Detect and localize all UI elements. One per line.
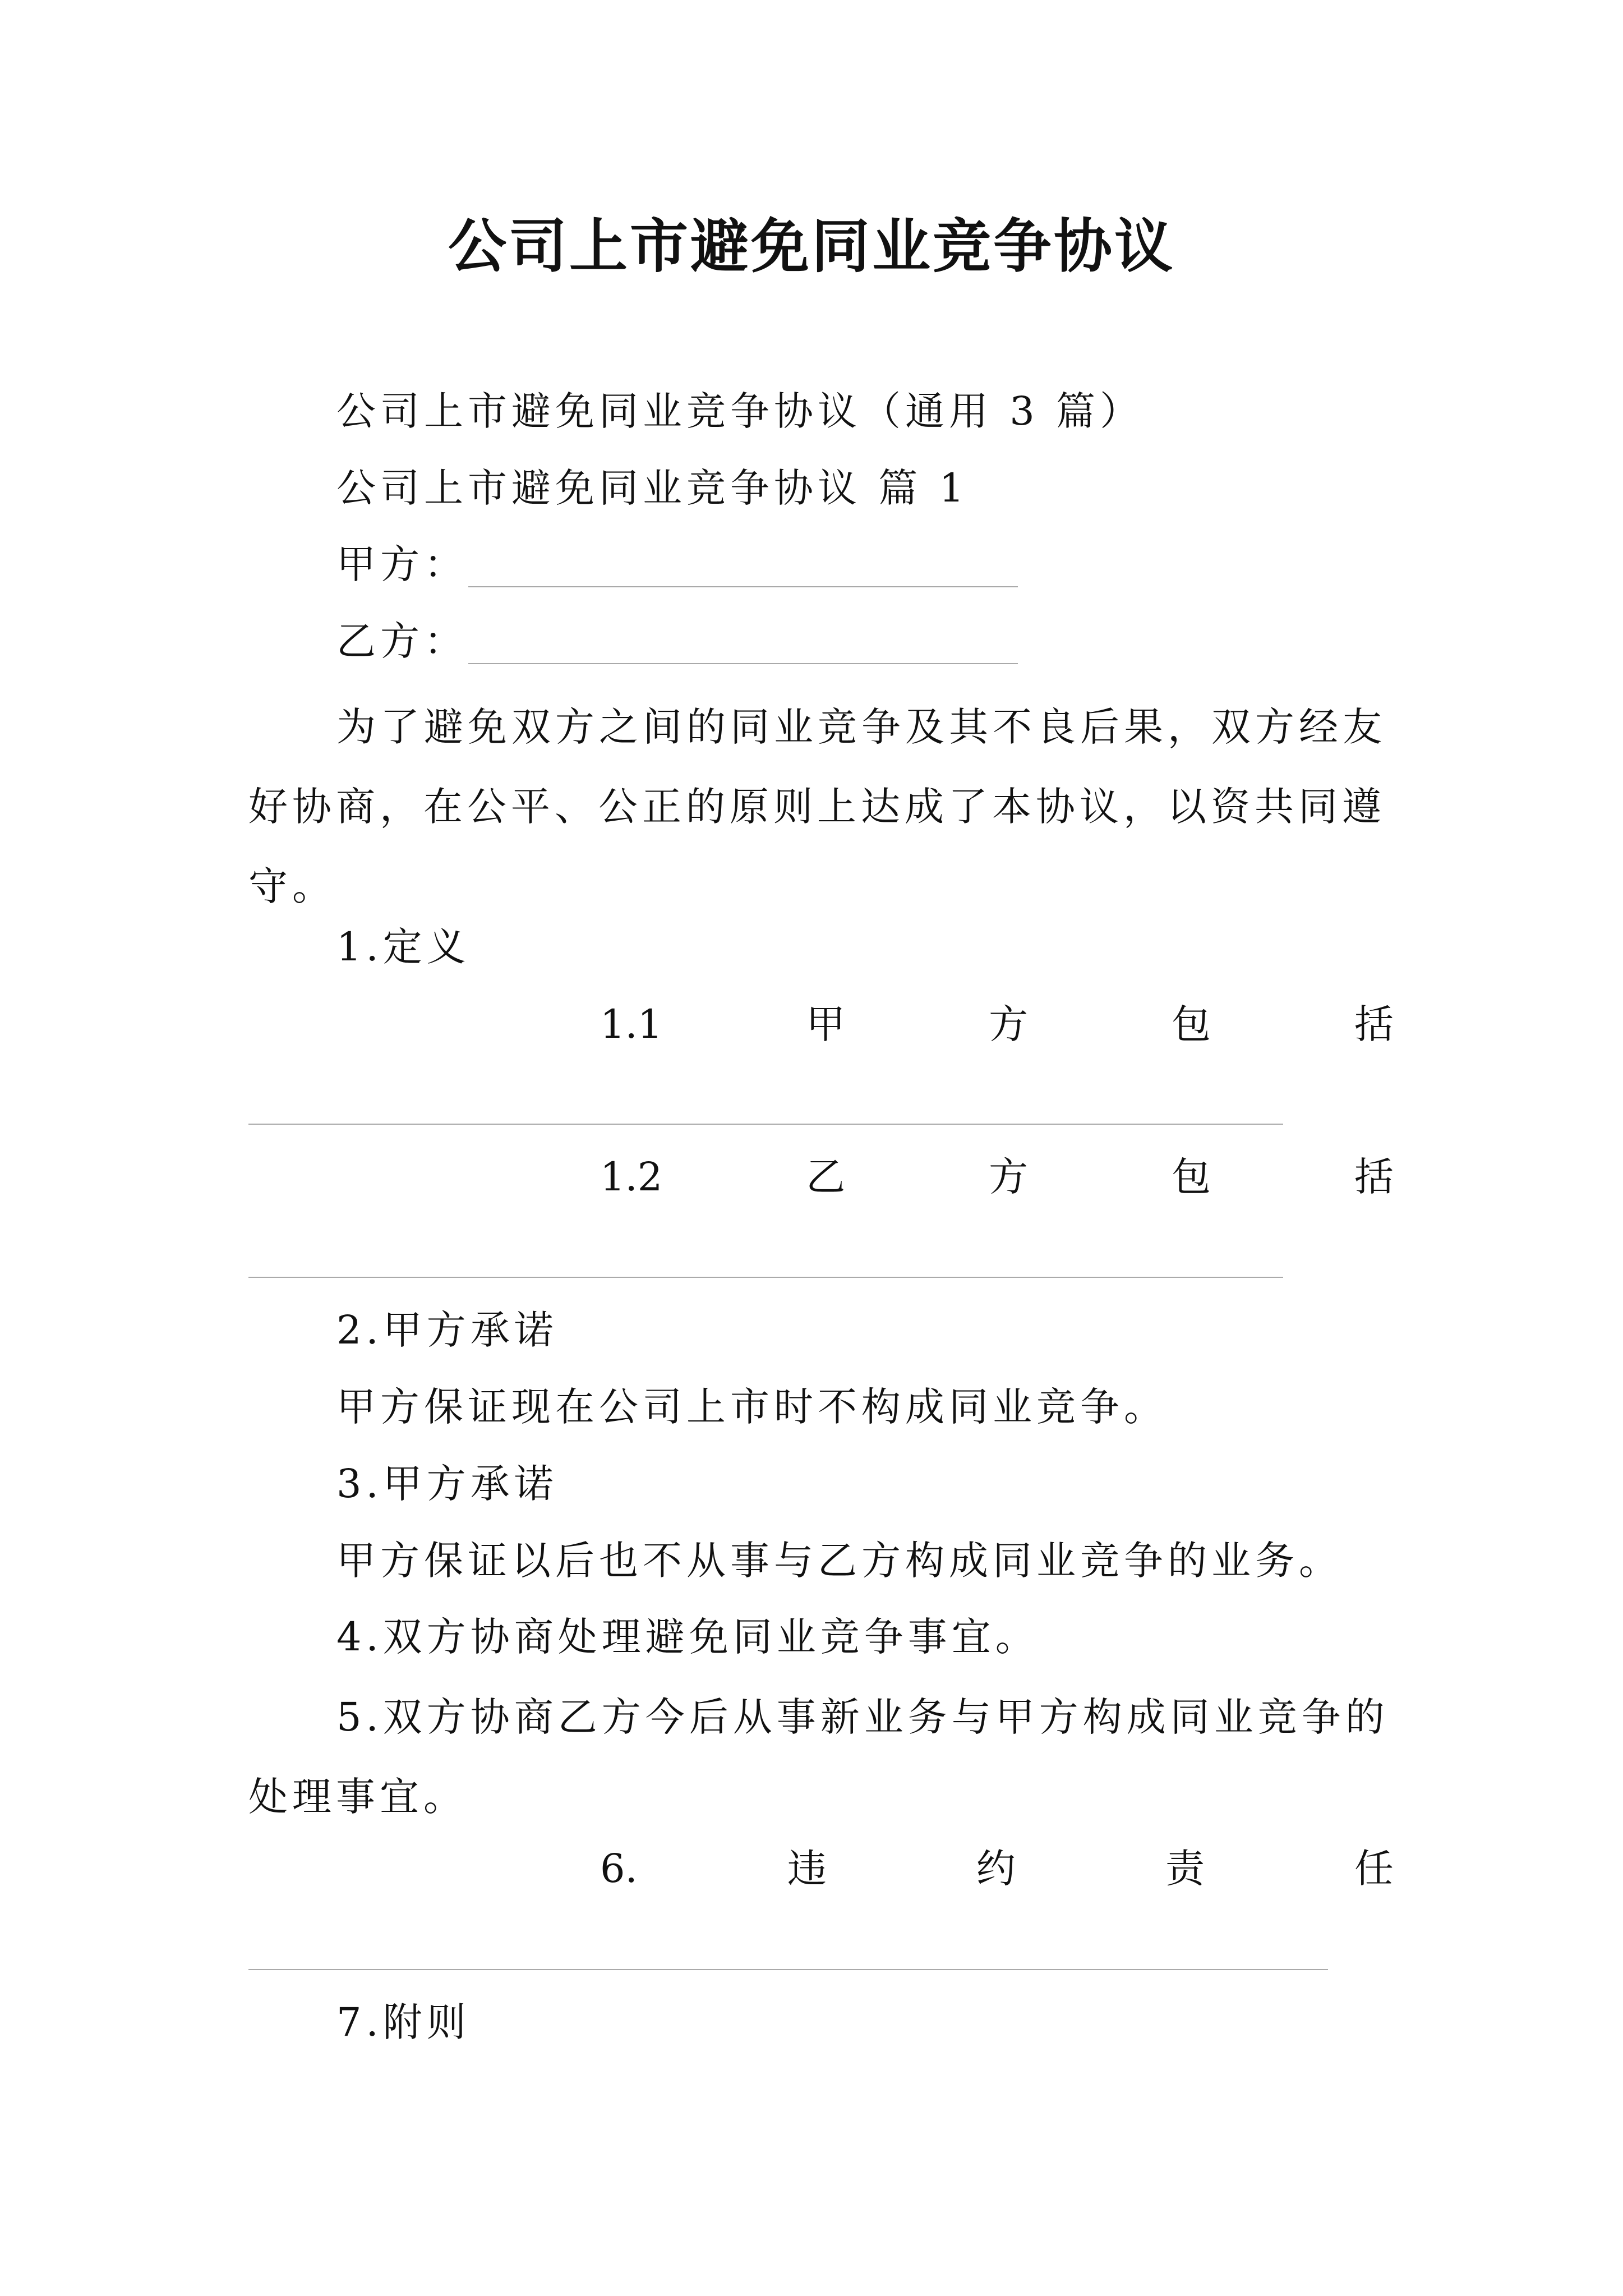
party-b-blank: [468, 663, 1018, 664]
intro-paragraph: 为了避免双方之间的同业竞争及其不良后果，双方经友好协商，在公平、公正的原则上达成了本协议，以资共同遵守。: [248, 704, 1386, 909]
clause-6-char: 约: [976, 1846, 1016, 1892]
clause-1-2-char: 乙: [806, 1154, 846, 1200]
party-b-label: 乙方：: [336, 618, 468, 664]
clause-3-text: 甲方保证以后也不从事与乙方构成同业竞争的业务。: [336, 1538, 1343, 1584]
clause-1-2-char: 括: [1354, 1154, 1394, 1200]
clause-1-1-char: 甲: [806, 1001, 846, 1047]
clause-1-1-char: 括: [1354, 1001, 1394, 1047]
clause-4-text: 4.双方协商处理避免同业竞争事宜。: [336, 1614, 1039, 1660]
clause-5-text: 5.双方协商乙方今后从事新业务与甲方构成同业竞争的处理事宜。: [248, 1694, 1389, 1820]
clause-6-char: 责: [1165, 1846, 1205, 1892]
clause-1-2-number: 1.2: [600, 1154, 663, 1200]
clause-1-2-line: [600, 1150, 1394, 1204]
clause-1-1-char: 方: [989, 1001, 1029, 1047]
clause-1-1-number: 1.1: [600, 1001, 663, 1047]
clause-1-2-blank: [248, 1277, 1283, 1278]
document-subtitle: 公司上市避免同业竞争协议（通用 3 篇）: [336, 388, 1144, 434]
clause-1-heading: 1.定义: [336, 924, 471, 970]
clause-3-heading: 3.甲方承诺: [336, 1461, 558, 1507]
document-title: 公司上市避免同业竞争协议: [448, 211, 1175, 280]
clause-1-2-char: 方: [989, 1154, 1029, 1200]
party-a-label: 甲方：: [336, 541, 468, 587]
clause-6-char: 违: [787, 1846, 827, 1892]
clause-2-text: 甲方保证现在公司上市时不构成同业竞争。: [336, 1384, 1168, 1430]
clause-6-blank: [248, 1969, 1328, 1970]
section-heading: 公司上市避免同业竞争协议 篇 1: [336, 465, 969, 511]
clause-1-2-char: 包: [1172, 1154, 1211, 1200]
clause-6-number: 6.: [600, 1846, 638, 1892]
clause-6-line: [600, 1842, 1394, 1895]
clause-1-1-char: 包: [1172, 1001, 1211, 1047]
clause-1-1-line: [600, 997, 1394, 1051]
clause-2-heading: 2.甲方承诺: [336, 1307, 558, 1353]
clause-7-heading: 7.附则: [336, 1999, 471, 2045]
party-a-blank: [468, 586, 1018, 587]
clause-1-1-blank: [248, 1124, 1283, 1125]
clause-6-char: 任: [1354, 1846, 1394, 1892]
